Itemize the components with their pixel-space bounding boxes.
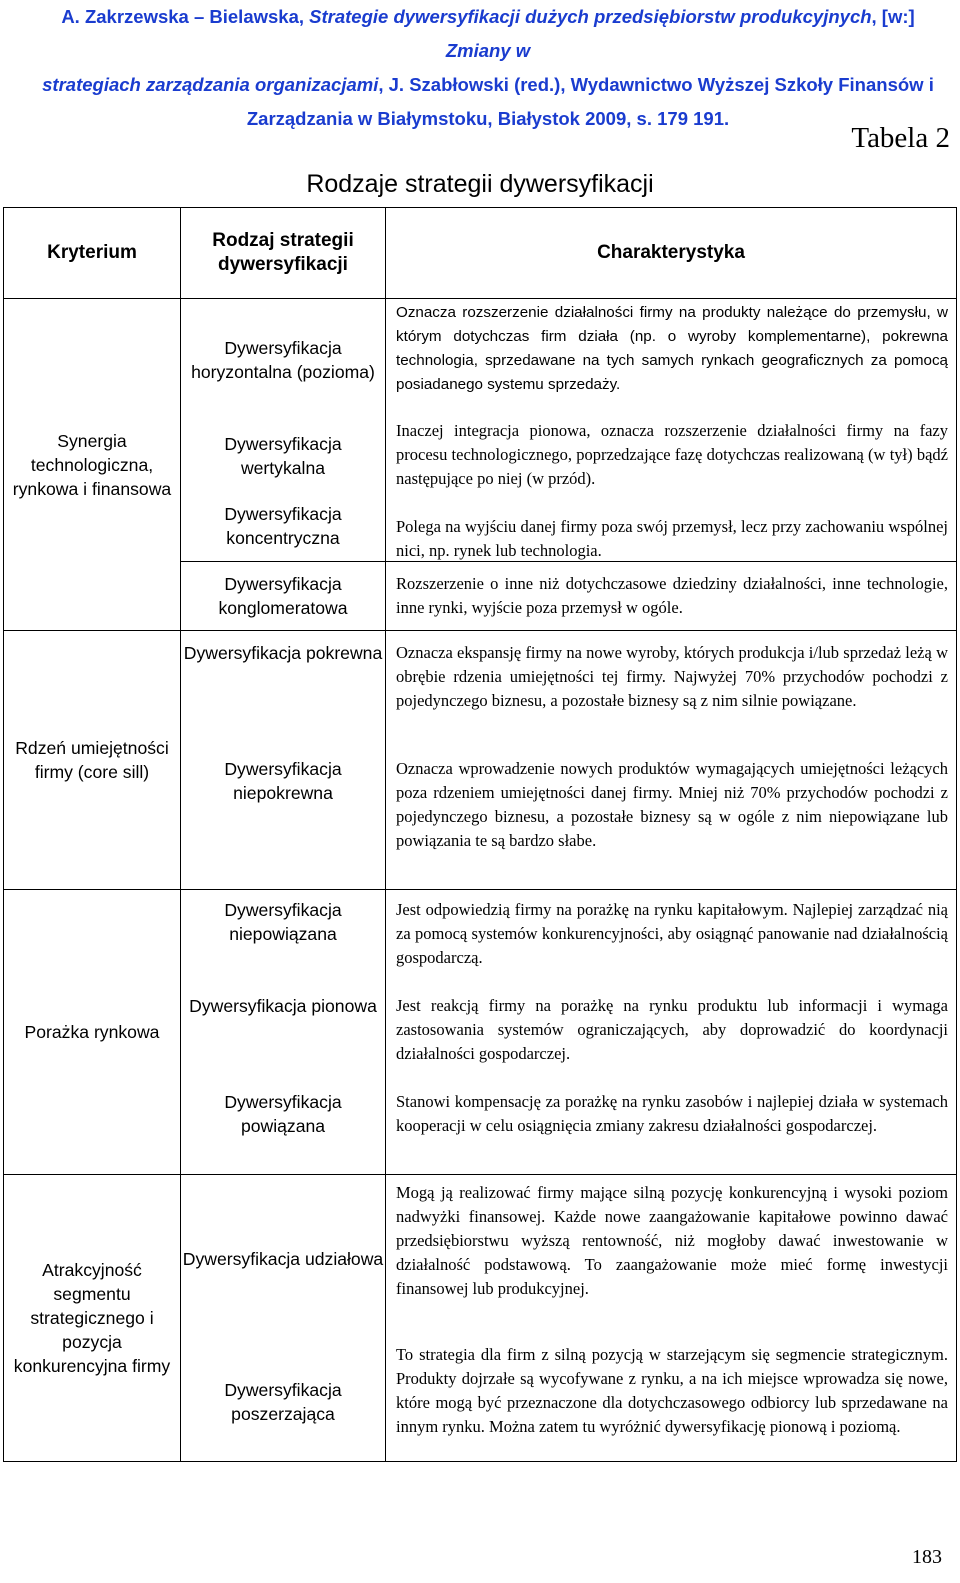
- criterion-cell: Synergia technologiczna, rynkowa i finansowa: [4, 299, 181, 631]
- description-cell: [386, 890, 957, 1175]
- description-equity: Mogą ją realizować firmy mające silną pozycję konkurencyjną i wysoki poziom nadwyżki finansowej. Każde nowe zaangażowanie kapitałowe powinno dawać przedsiębiorstwu wyższą rentowność, niż mogłoby dawać inwestowanie w działalność podstawową. To zaangażowanie może mieć formę inwestycji finansowej lub produkcyjnej.: [396, 1183, 948, 1298]
- type-concentric: Dywersyfikacja koncentryczna: [224, 504, 342, 548]
- description-unrelated: Oznacza wprowadzenie nowych produktów wymagających umiejętności leżących poza rdzeniem umiejętności danej firmy. Mniej niż 70% przychodów pochodzi z pojedynczego biznesu, a pozostałe biznesy są w ogóle z nim niepowiązane lub powiązania te są bardzo słabe.: [396, 759, 948, 850]
- description-concentric: Polega na wyjściu danej firmy poza swój przemysł, lecz przy zachowaniu wspólnej nici, np. rynek lub technologia.: [396, 517, 948, 560]
- description-unconnected: Jest odpowiedzią firmy na porażkę na rynku kapitałowym. Najlepiej zarządzać nią za pomocą systemów konkurencyjności, aby osiągnąć panowanie nad działalnością gospodarczą.: [396, 900, 948, 967]
- description-cell: [386, 299, 957, 562]
- type-cell: [181, 562, 386, 631]
- citation-line-3: Zarządzania w Białymstoku, Białystok 2009, s. 179 191.: [246, 108, 730, 129]
- citation-book-title-end: strategiach zarządzania organizacjami: [42, 74, 379, 95]
- citation-line-1: [28, 0, 948, 68]
- column-header-description: Charakterystyka: [386, 208, 957, 299]
- column-header-criterion: Kryterium: [4, 208, 181, 299]
- description-related: Oznacza ekspansję firmy na nowe wyroby, których produkcja i/lub sprzedaż leżą w obrębie rdzenia umiejętności tej firmy. Najwyżej 70% przychodów pochodzi z pojedynczego biznesu, a pozostałe biznesy są z nim silnie powiązane.: [396, 643, 948, 710]
- type-unrelated: Dywersyfikacja niepokrewna: [224, 759, 342, 803]
- page-number: 183: [912, 1546, 942, 1568]
- table-label: Tabela 2: [851, 122, 950, 154]
- description-cell: [386, 747, 957, 890]
- type-unconnected: Dywersyfikacja niepowiązana: [224, 900, 342, 944]
- column-header-type: Rodzaj strategii dywersyfikacji: [181, 208, 386, 299]
- description-broadening: To strategia dla firm z silną pozycją w starzejącym się segmencie strategicznym. Produkty dojrzałe są wycofywane z rynku, a na ich miejsce wprowadza się nowe, które mogą być przeznaczone dla dotychczasowego odbiorcy lub sprzedawane na innym rynku. Można zatem tu wyróżnić dywersyfikację pionową i poziomą.: [396, 1345, 948, 1436]
- table-row: [4, 1175, 957, 1462]
- citation-line-2: [28, 68, 948, 102]
- citation-author: A. Zakrzewska – Bielawska,: [61, 6, 310, 27]
- citation-header: [28, 0, 948, 136]
- table-header-row: [4, 208, 957, 299]
- table-row: [4, 299, 957, 562]
- description-cell: [386, 1175, 957, 1462]
- type-conglomerate: Dywersyfikacja konglomeratowa: [218, 574, 348, 618]
- table-row: [4, 631, 957, 748]
- citation-book-title-start: Zmiany w: [445, 40, 531, 61]
- type-broadening: Dywersyfikacja poszerzająca: [224, 1380, 342, 1424]
- description-cell: [386, 562, 957, 631]
- type-vertical: Dywersyfikacja wertykalna: [224, 434, 342, 478]
- type-cell: [181, 631, 386, 748]
- type-related: Dywersyfikacja pokrewna: [183, 643, 383, 663]
- criterion-cell: Porażka rynkowa: [4, 890, 181, 1175]
- type-equity: Dywersyfikacja udziałowa: [182, 1249, 384, 1269]
- type-cell: [181, 299, 386, 562]
- table-row: [4, 890, 957, 1175]
- description-conglomerate: Rozszerzenie o inne niż dotychczasowe dziedziny działalności, inne technologie, inne rynki, wyjście poza przemysł w ogóle.: [396, 574, 948, 617]
- type-vertical-2: Dywersyfikacja pionowa: [189, 996, 377, 1016]
- type-horizontal: Dywersyfikacja horyzontalna (pozioma): [191, 338, 375, 382]
- diversification-table: [3, 207, 957, 1462]
- type-connected: Dywersyfikacja powiązana: [224, 1092, 342, 1136]
- description-cell: [386, 631, 957, 748]
- description-vertical-2: Jest reakcją firmy na porażkę na rynku produktu lub informacji i wymaga zastosowania systemów ograniczających, aby doprowadzić do koordynacji działalności gospodarczej.: [396, 996, 948, 1063]
- description-vertical: Inaczej integracja pionowa, oznacza rozszerzenie działalności firmy na fazy procesu technologicznego, poprzedzające fazę dotychczas realizowaną (w tył) bądź następujące po niej (w przód).: [396, 421, 948, 488]
- citation-editor-publisher: , J. Szabłowski (red.), Wydawnictwo Wyższej Szkoły Finansów i: [378, 74, 934, 95]
- criterion-cell: Atrakcyjność segmentu strategicznego i pozycja konkurencyjna firmy: [4, 1175, 181, 1462]
- description-connected: Stanowi kompensację za porażkę na rynku zasobów i najlepiej działa w systemach kooperacji w celu osiągnięcia zmiany zakresu działalności gospodarczej.: [396, 1092, 948, 1135]
- type-cell: [181, 890, 386, 1175]
- criterion-cell: Rdzeń umiejętności firmy (core sill): [4, 631, 181, 890]
- citation-in: , [w:]: [871, 6, 915, 27]
- table-title: Rodzaje strategii dywersyfikacji: [306, 170, 654, 198]
- type-cell: [181, 1175, 386, 1462]
- description-horizontal: Oznacza rozszerzenie działalności firmy na produkty należące do przemysłu, w którym dotychczas firm działa (np. o wyroby komplementarne), pokrewna technologia, sprzedawane na tych samych rynkach geograficznych za pomocą posiadanego systemu sprzedaży.: [396, 304, 948, 393]
- citation-chapter-title: Strategie dywersyfikacji dużych przedsiębiorstw produkcyjnych: [309, 6, 872, 27]
- type-cell: [181, 747, 386, 890]
